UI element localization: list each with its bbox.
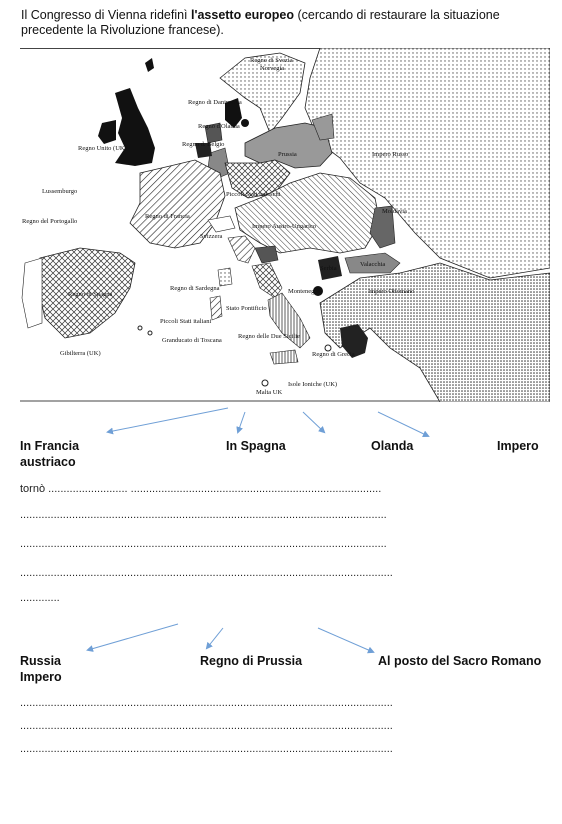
label-grecia: Regno di Grecia: [312, 351, 355, 358]
label-moldavia: Moldavia: [382, 208, 407, 215]
label-valacchia: Valacchia: [360, 261, 386, 268]
label-in-spagna: In Spagna: [226, 439, 286, 453]
arrow-spagna: [238, 412, 245, 432]
label-ionie: Isole Ioniche (UK): [288, 381, 338, 388]
label-russia: Impero Russo: [372, 151, 409, 158]
arrow-olanda-1: [303, 412, 324, 432]
intro-bold: l'assetto europeo: [191, 8, 295, 22]
label-impero-2: Impero: [20, 670, 62, 684]
answer-line-5: .............: [20, 592, 60, 604]
label-belgio: Regno d. Belgio: [182, 141, 225, 148]
label-in-francia: In Francia: [20, 439, 80, 453]
label-ottomano: Impero Ottomano: [368, 288, 415, 295]
answer-line-2: ........................................................................................................................: [20, 509, 387, 521]
arrow-russia: [88, 624, 178, 650]
answer-line-7: ..........................................................................................................................: [20, 720, 393, 732]
label-montenegro: Montenegro: [288, 288, 320, 295]
arrow-olanda-2: [378, 412, 428, 436]
label-impero: Impero: [497, 439, 539, 453]
label-piccoli-italiani: Piccoli Stati italiani: [160, 318, 212, 325]
label-piccoli-stati: Piccoli Stati tedeschi: [226, 191, 281, 198]
label-toscana: Granducato di Toscana: [162, 337, 222, 344]
label-sacro-romano: Al posto del Sacro Romano: [378, 654, 542, 668]
label-olanda: Olanda: [371, 439, 414, 453]
label-norvegia: Norvegia: [260, 65, 285, 72]
label-portogallo: Regno del Portogallo: [22, 218, 78, 225]
label-austria: Impero Austro-Ungarico: [252, 223, 317, 230]
label-lussemburgo: Lussemburgo: [42, 188, 78, 195]
arrow-sacro: [318, 628, 373, 652]
answer-line-8: ..........................................................................................................................: [20, 743, 393, 755]
label-sardegna: Regno di Sardegna: [170, 285, 220, 292]
label-uk: Regno Unito (UK): [78, 145, 127, 152]
answer-line-torno: tornò .......................... ..................................................................................: [20, 483, 382, 495]
label-austriaco: austriaco: [20, 455, 76, 469]
answer-line-6: ..........................................................................................................................: [20, 697, 393, 709]
label-regno-prussia: Regno di Prussia: [200, 654, 303, 668]
label-prussia: Prussia: [278, 151, 297, 158]
label-due-sicilie: Regno delle Due Sicilie: [238, 333, 300, 340]
label-serbia: Serbia: [320, 265, 337, 272]
intro-part2: (cercando di restaurare la situazione: [294, 8, 500, 22]
label-svizzera: Svizzera: [200, 233, 223, 240]
label-danimarca: Regno di Danimarca: [188, 99, 242, 106]
label-spagna: Regno di Spagna: [68, 291, 113, 298]
label-svezia: Regno di Svezia: [250, 57, 293, 64]
label-russia: Russia: [20, 654, 61, 668]
label-stato-pontificio: Stato Pontificio: [226, 305, 267, 312]
arrow-francia: [108, 408, 228, 432]
answer-line-4: ..........................................................................................................................: [20, 567, 393, 579]
label-gibilterra: Gibilterra (UK): [60, 350, 101, 357]
intro-line2: precedente la Rivoluzione francese).: [21, 23, 224, 37]
label-francia: Regno di Francia: [145, 213, 190, 220]
label-malta: Malta UK: [256, 389, 283, 396]
answer-line-3: ........................................................................................................................: [20, 538, 387, 550]
arrow-prussia: [207, 628, 223, 648]
intro-part1: Il Congresso di Vienna ridefinì: [21, 8, 192, 22]
label-olanda: Regno d'Olanda: [198, 123, 240, 130]
